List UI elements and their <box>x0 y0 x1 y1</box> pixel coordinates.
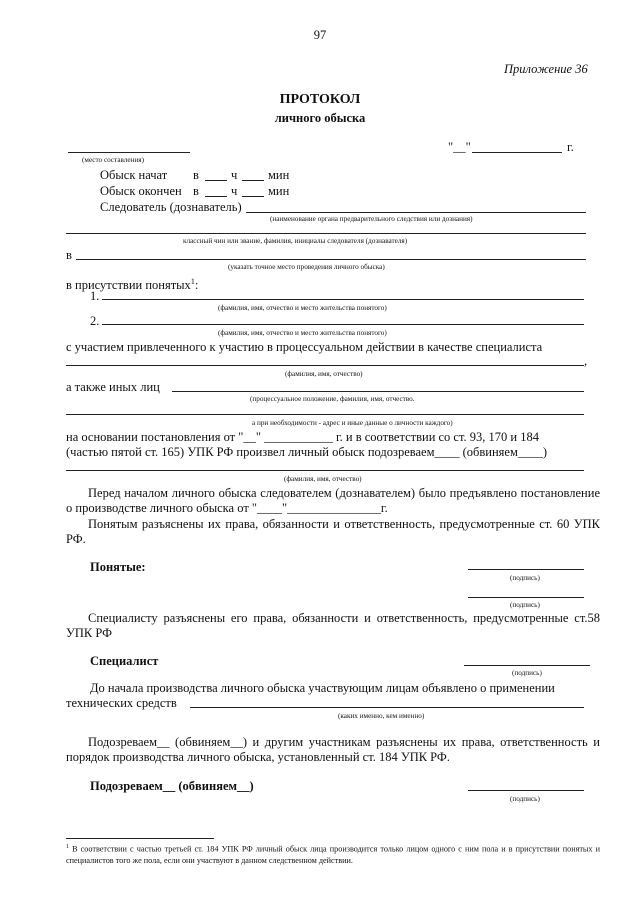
footnote-text: В соответствии с частью третьей ст. 184 УПК РФ личный обыск лица производится только лицом одного с ним пола и в присутствии понятых и специалистов того же пола, если они участвуют в данном следственном действии. <box>66 844 600 865</box>
caption-fio-2: (фамилия, имя, отчество) <box>284 475 362 483</box>
document-subtitle: личного обыска <box>274 111 366 125</box>
others-label: а также иных лиц <box>66 380 160 394</box>
search-ended-min: мин <box>268 184 290 198</box>
witnesses-label: Понятые: <box>90 560 146 574</box>
footnote-rule <box>66 838 214 839</box>
footnote <box>66 842 600 866</box>
investigator-field[interactable] <box>246 212 586 213</box>
witness-1-number: 1. <box>90 289 100 303</box>
witness-1-field[interactable] <box>102 299 584 300</box>
footnote-mark: 1 <box>190 277 195 286</box>
basis-line-1: на основании постановления от "__" ___________ г. и в соответствии со ст. 93, 170 и 184 <box>66 430 539 444</box>
caption-fio: (фамилия, имя, отчество) <box>285 370 363 378</box>
caption-signature-1: (подпись) <box>510 574 540 582</box>
caption-addr: а при необходимости - адрес и иные данные о личности каждого) <box>252 419 453 427</box>
place-v: в <box>66 248 72 262</box>
exact-place-field[interactable] <box>76 259 586 260</box>
suspect-label: Подозреваем__ (обвиняем__) <box>90 779 254 793</box>
caption-which: (каких именно, кем именно) <box>338 712 425 720</box>
date-field[interactable] <box>472 152 562 153</box>
others-field[interactable] <box>172 391 584 392</box>
date-day: "__" <box>448 140 471 154</box>
search-ended-label: Обыск окончен <box>100 184 182 198</box>
caption-place: (место составления) <box>82 156 144 164</box>
search-started-h: ч <box>231 168 238 182</box>
witness-signature-2[interactable] <box>468 597 584 598</box>
suspect-signature[interactable] <box>468 790 584 791</box>
para-technical-1: До начала производства личного обыска участвующим лицам объявлено о применении <box>90 681 555 695</box>
basis-line-2: (частью пятой ст. 165) УПК РФ произвел личный обыск подозреваем____ (обвиняем____) <box>66 445 548 459</box>
date-year: г. <box>567 140 574 154</box>
technical-means-field[interactable] <box>190 707 584 708</box>
caption-signature-2: (подпись) <box>510 601 540 609</box>
specialist-line: с участием привлеченного к участию в процессуальном действии в качестве специалиста <box>66 340 543 354</box>
caption-organ: (наименование органа предварительного следствия или дознания) <box>270 215 473 223</box>
page-number: 97 <box>313 28 327 42</box>
para-witness-rights: Понятым разъяснены их права, обязанности и ответственность, предусмотренные ст. 60 УПК РФ. <box>66 517 600 546</box>
search-started-min: мин <box>268 168 290 182</box>
search-started-label: Обыск начат <box>100 168 168 182</box>
footnote-number: 1 <box>66 844 69 850</box>
para-technical-2: технических средств <box>66 696 177 710</box>
search-ended-min-field[interactable] <box>242 196 264 197</box>
witness-signature-1[interactable] <box>468 569 584 570</box>
others-field-2[interactable] <box>66 414 584 415</box>
presence-witnesses: в присутствии понятых$^1$: <box>66 277 199 293</box>
specialist-signature[interactable] <box>464 665 590 666</box>
suspect-name-field[interactable] <box>66 470 584 471</box>
search-started-min-field[interactable] <box>242 180 264 181</box>
caption-signature-3: (подпись) <box>512 669 542 677</box>
caption-signature-4: (подпись) <box>510 795 540 803</box>
caption-proc: (процессуальное положение, фамилия, имя, отчество. <box>250 395 415 403</box>
rank-field[interactable] <box>66 233 586 234</box>
witness-2-field[interactable] <box>102 324 584 325</box>
para-specialist: Специалисту разъяснены его права, обязанности и ответственность, предусмотренные ст.58 УПК РФ <box>66 611 600 640</box>
document-title: ПРОТОКОЛ <box>279 92 361 107</box>
search-ended-h: ч <box>231 184 238 198</box>
para-decree: Перед началом личного обыска следователем (дознавателем) было предъявлено постановление о производстве личного обыска от "____"_______________г. <box>66 486 600 515</box>
para-suspect: Подозреваем__ (обвиняем__) и другим участникам разъяснены их права, ответственность и порядок производства личного обыска, установленный ст. 184 УПК РФ. <box>66 735 600 764</box>
specialist-comma: , <box>584 354 588 368</box>
caption-rank: классный чин или звание, фамилия, инициалы следователя (дознавателя) <box>183 237 408 245</box>
appendix-label: Приложение 36 <box>504 62 588 76</box>
specialist-label: Специалист <box>90 654 159 668</box>
search-started-hour-field[interactable] <box>205 180 227 181</box>
search-started-v: в <box>193 168 199 182</box>
search-ended-hour-field[interactable] <box>205 196 227 197</box>
caption-witness-2: (фамилия, имя, отчество и место жительства понятого) <box>218 329 387 337</box>
place-field[interactable] <box>68 152 190 153</box>
specialist-field[interactable] <box>66 365 584 366</box>
caption-exact-place: (указать точное место проведения личного обыска) <box>228 263 385 271</box>
investigator-label: Следователь (дознаватель) <box>100 200 242 214</box>
caption-witness-1: (фамилия, имя, отчество и место жительства понятого) <box>218 304 387 312</box>
witness-2-number: 2. <box>90 314 100 328</box>
search-ended-v: в <box>193 184 199 198</box>
